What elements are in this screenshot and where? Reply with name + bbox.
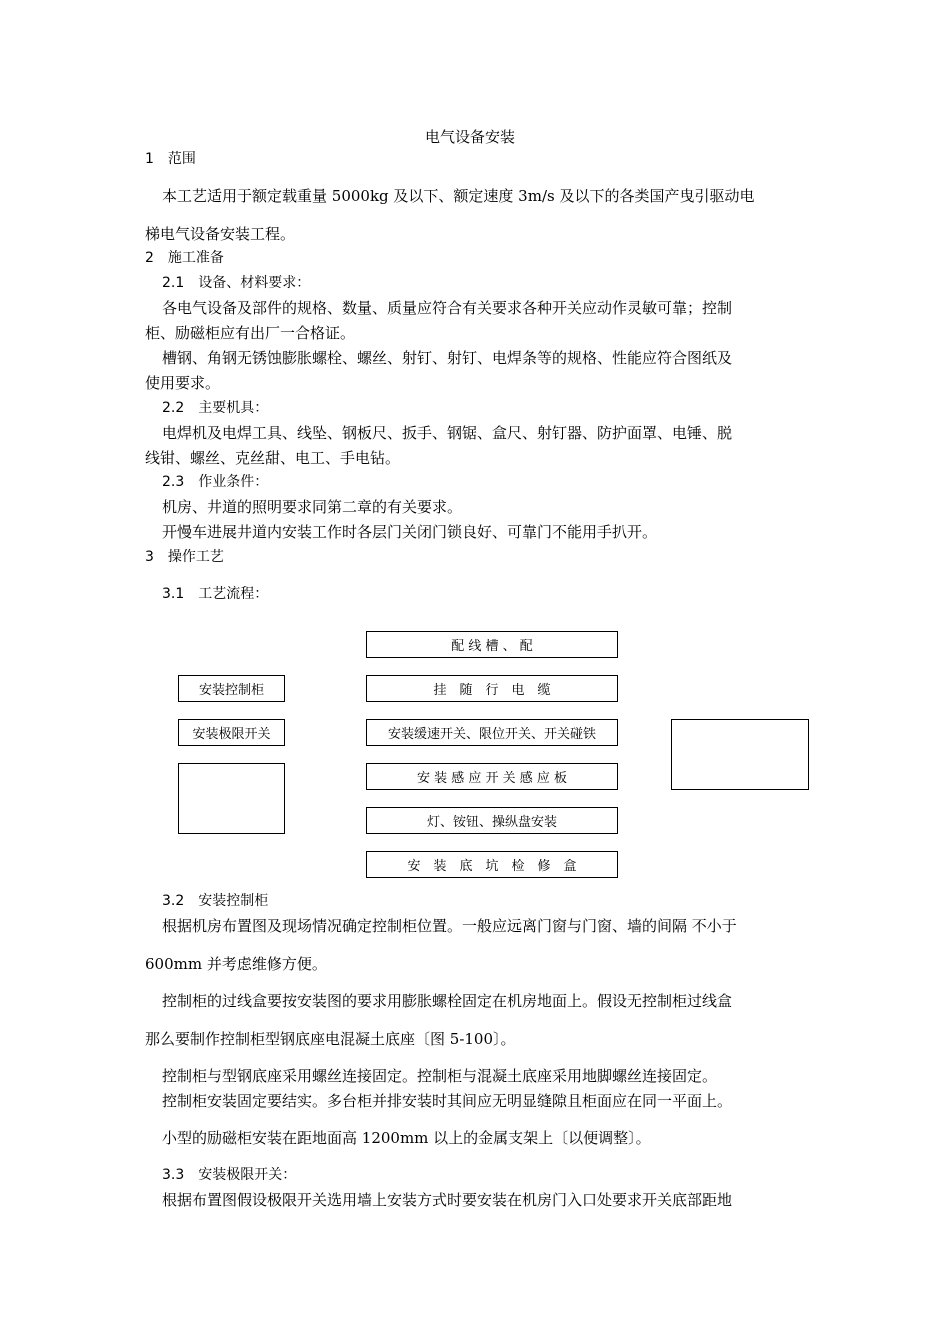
section-2-para-line: 槽钢、角钢无锈蚀膨胀螺栓、螺丝、射钉、射钉、电焊条等的规格、性能应符合图纸及 [162,349,733,367]
flow-box-empty-left [178,763,285,834]
page-title: 电气设备安装 [425,128,516,146]
section-2-para-line: 柜、励磁柜应有出厂一合格证。 [145,324,356,342]
subsection-3-2-heading: 3.2 安装控制柜 [162,893,269,909]
section-1-heading: 1 范围 [145,151,196,167]
flow-box-install-slowdown-limit-switches: 安装缓速开关、限位开关、开关碰铁 [366,719,618,746]
section-2-para-line: 线钳、螺丝、克丝甜、电工、手电钻。 [145,449,401,467]
flow-box-hang-traveling-cable: 挂 随 行 电 缆 [366,675,618,702]
section-2-para-line: 开慢车进展井道内安装工作时各层门关闭门锁良好、可靠门不能用手扒开。 [162,523,658,541]
subsection-2-1-heading: 2.1 设备、材料要求： [162,275,311,291]
subsection-3-1-heading: 3.1 工艺流程： [162,586,269,602]
section-3-para-line: 600mm 并考虑维修方便。 [145,955,327,973]
flow-box-install-limit-switch: 安装极限开关 [178,719,285,746]
section-2-para-line: 电焊机及电焊工具、线坠、钢板尺、扳手、钢锯、盒尺、射钉器、防护面罩、电锤、脱 [162,424,733,442]
section-1-para-line: 梯电气设备安装工程。 [145,225,296,243]
flow-box-empty-right [671,719,809,790]
subsection-2-2-heading: 2.2 主要机具： [162,400,269,416]
subsection-2-3-heading: 2.3 作业条件： [162,474,269,490]
flow-box-pit-inspection-box: 安 装 底 坑 检 修 盒 [366,851,618,878]
section-3-para-line: 根据布置图假设极限开关选用墙上安装方式时要安装在机房门入口处要求开关底部距地 [162,1191,733,1209]
section-2-para-line: 机房、井道的照明要求同第二章的有关要求。 [162,498,463,516]
section-2-para-line: 各电气设备及部件的规格、数量、质量应符合有关要求各种开关应动作灵敏可靠；控制 [162,299,733,317]
flow-box-lights-buttons-panel: 灯、铵钮、操纵盘安装 [366,807,618,834]
section-3-para-line: 那么要制作控制柜型钢底座电混凝土底座〔图 5-100〕。 [145,1030,516,1048]
section-3-heading: 3 操作工艺 [145,549,224,565]
section-3-para-line: 控制柜与型钢底座采用螺丝连接固定。控制柜与混凝土底座采用地脚螺丝连接固定。 [162,1067,718,1085]
section-2-para-line: 使用要求。 [145,374,221,392]
flow-box-install-control-cabinet: 安装控制柜 [178,675,285,702]
section-2-heading: 2 施工准备 [145,250,224,266]
section-1-para-line: 本工艺适用于额定载重量 5000kg 及以下、额定速度 3m/s 及以下的各类国产曳引驱动电 [162,187,755,205]
section-3-para-line: 控制柜的过线盒要按安装图的要求用膨胀螺栓固定在机房地面上。假设无控制柜过线盒 [162,992,733,1010]
subsection-3-3-heading: 3.3 安装极限开关： [162,1167,297,1183]
section-3-para-line: 控制柜安装固定要结实。多台柜并排安装时其间应无明显缝隙且柜面应在同一平面上。 [162,1092,733,1110]
section-3-para-line: 小型的励磁柜安装在距地面高 1200mm 以上的金属支架上〔以便调整〕。 [162,1129,651,1147]
flow-box-install-induction-plate: 安 装 感 应 开 关 感 应 板 [366,763,618,790]
section-3-para-line: 根据机房布置图及现场情况确定控制柜位置。一般应远离门窗与门窗、墙的间隔 不小于 [162,917,737,935]
flow-box-wiring-trough: 配 线 槽 、 配 [366,631,618,658]
